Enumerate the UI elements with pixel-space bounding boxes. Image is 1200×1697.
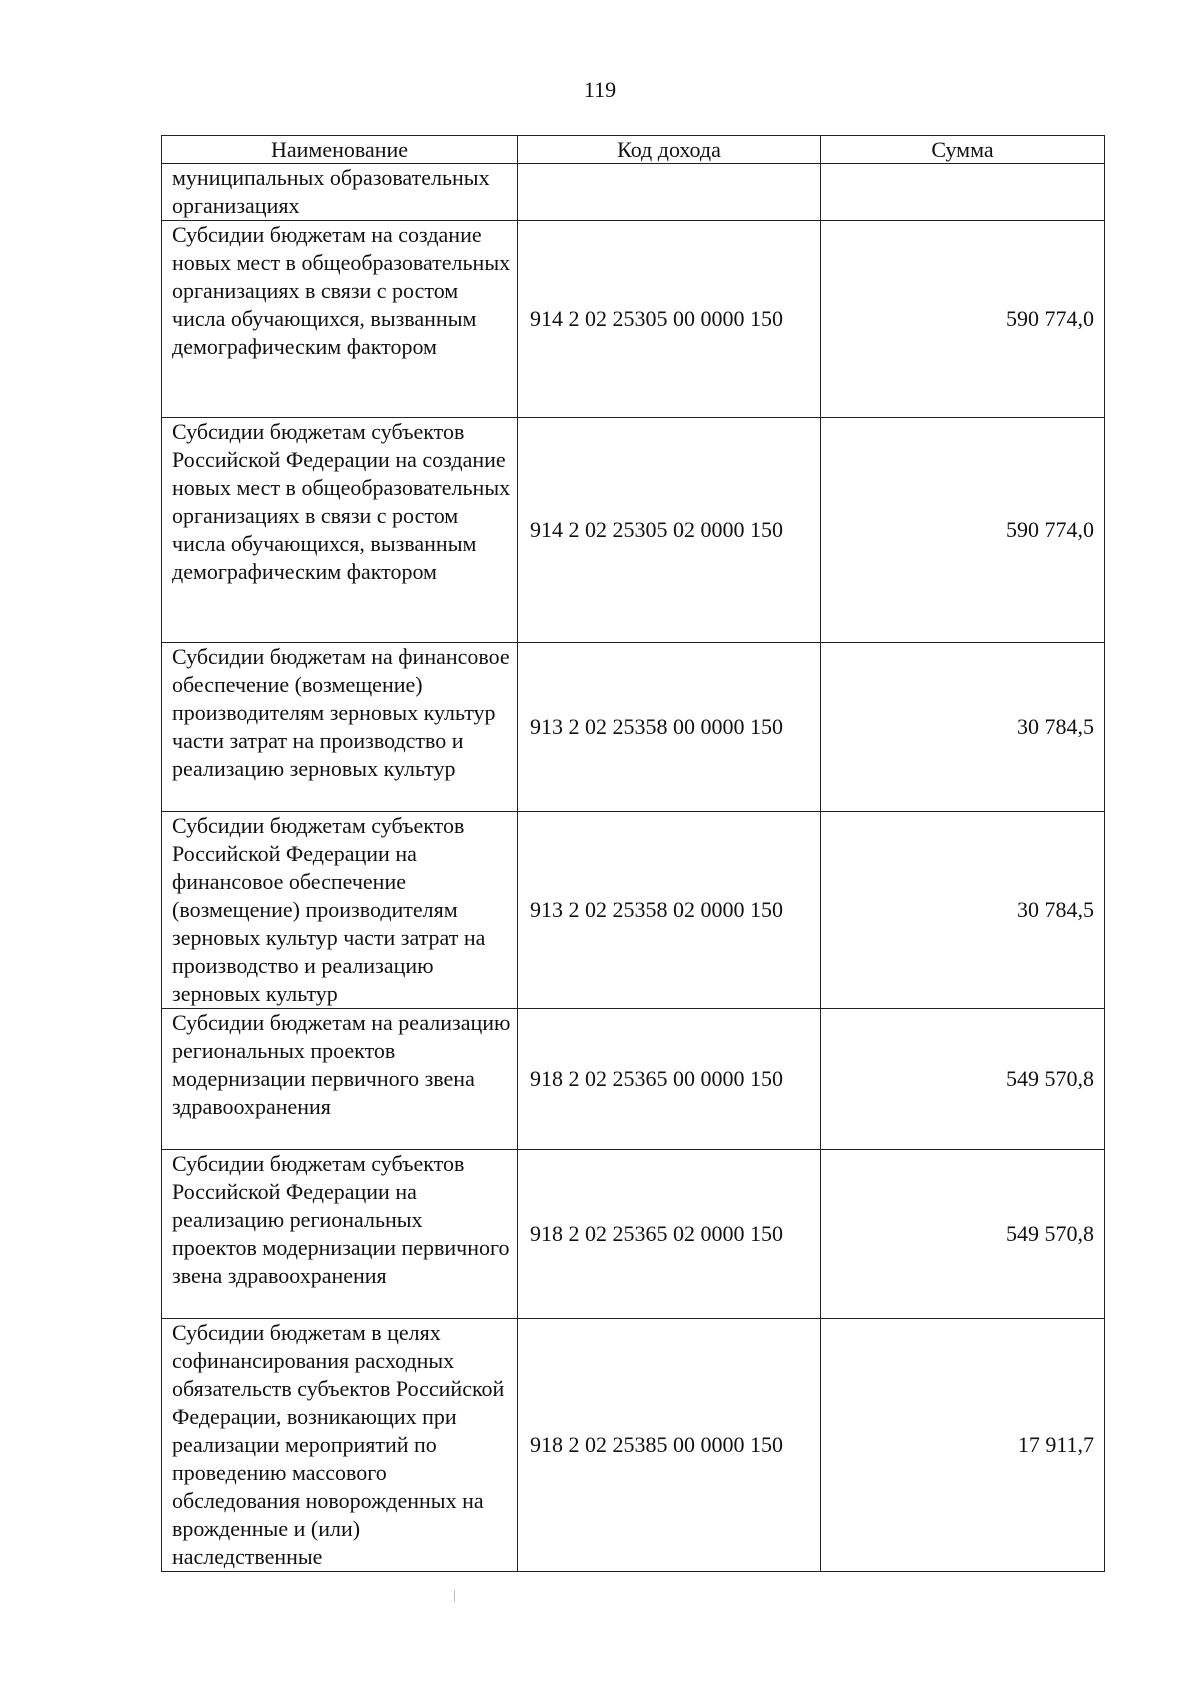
header-sum: Сумма [821, 136, 1105, 164]
table-row [162, 418, 1105, 643]
row-code: 918 2 02 25365 00 0000 150 [518, 1009, 821, 1150]
table-row [162, 1319, 1105, 1572]
row-sum: 549 570,8 [821, 1009, 1105, 1150]
row-code: 918 2 02 25385 00 0000 150 [518, 1319, 821, 1572]
row-sum: 30 784,5 [821, 643, 1105, 812]
table-row [162, 643, 1105, 812]
row-code: 913 2 02 25358 00 0000 150 [518, 643, 821, 812]
table-row [162, 1009, 1105, 1150]
row-name: Субсидии бюджетам субъектов Российской Федерации на создание новых мест в общеобразовательных организациях в связи с ростом числа обучающихся, вызванным демографическим фактором [162, 418, 518, 643]
row-name: Субсидии бюджетам на реализацию региональных проектов модернизации первичного звена здравоохранения [162, 1009, 518, 1150]
table-row [162, 812, 1105, 1009]
row-code: 914 2 02 25305 02 0000 150 [518, 418, 821, 643]
row-name: Субсидии бюджетам субъектов Российской Федерации на финансовое обеспечение (возмещение) производителям зерновых культур части затрат на производство и реализацию зерновых культур [162, 812, 518, 1009]
row-name: муниципальных образовательных организациях [162, 164, 518, 221]
row-name: Субсидии бюджетам на финансовое обеспечение (возмещение) производителям зерновых культур части затрат на производство и реализацию зерновых культур [162, 643, 518, 812]
scan-artifact [454, 1590, 455, 1602]
table-row [162, 221, 1105, 418]
row-sum: 17 911,7 [821, 1319, 1105, 1572]
header-code: Код дохода [518, 136, 821, 164]
row-code: 918 2 02 25365 02 0000 150 [518, 1150, 821, 1319]
row-sum: 30 784,5 [821, 812, 1105, 1009]
page-number: 119 [583, 77, 617, 102]
row-sum [821, 164, 1105, 221]
row-name: Субсидии бюджетам на создание новых мест в общеобразовательных организациях в связи с ростом числа обучающихся, вызванным демографическим фактором [162, 221, 518, 418]
row-sum: 590 774,0 [821, 221, 1105, 418]
row-code [518, 164, 821, 221]
row-name: Субсидии бюджетам в целях софинансирования расходных обязательств субъектов Российской Федерации, возникающих при реализации мероприятий по проведению массового обследования новорожденных на врожденные и (или) наследственные [162, 1319, 518, 1572]
row-sum: 549 570,8 [821, 1150, 1105, 1319]
header-name: Наименование [162, 136, 518, 164]
revenue-table [161, 135, 1105, 1572]
row-name: Субсидии бюджетам субъектов Российской Федерации на реализацию региональных проектов модернизации первичного звена здравоохранения [162, 1150, 518, 1319]
row-code: 913 2 02 25358 02 0000 150 [518, 812, 821, 1009]
table-row [162, 1150, 1105, 1319]
table-row [162, 164, 1105, 221]
table-header-row [162, 136, 1105, 164]
row-code: 914 2 02 25305 00 0000 150 [518, 221, 821, 418]
row-sum: 590 774,0 [821, 418, 1105, 643]
